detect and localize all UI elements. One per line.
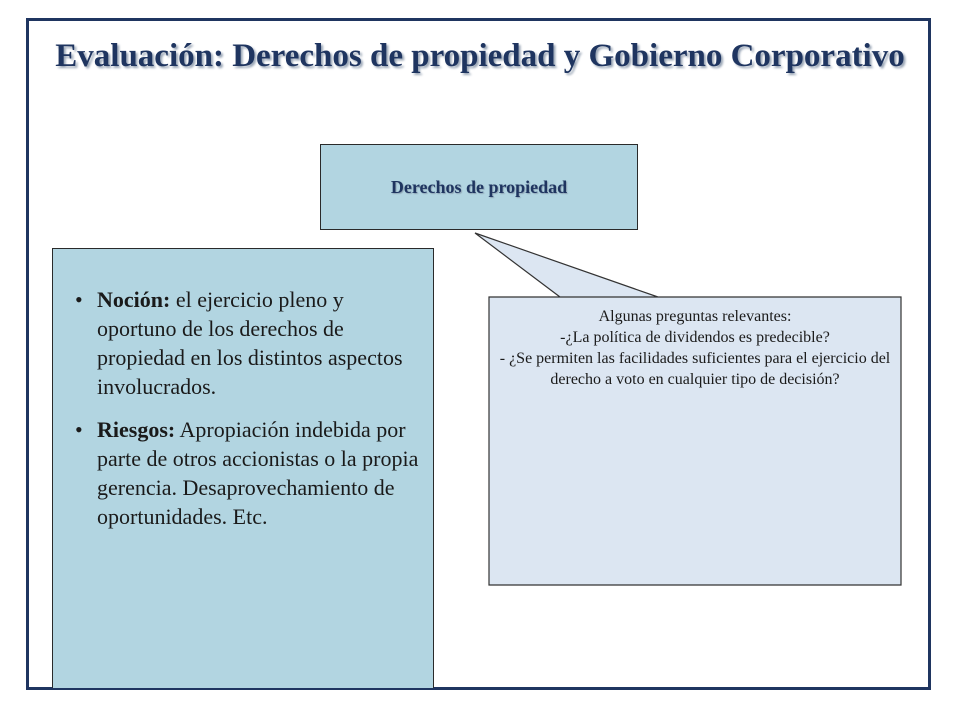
notion-term: Noción: <box>97 287 171 312</box>
risks-term: Riesgos: <box>97 417 176 442</box>
notion-text: el ejercicio pleno y oportuno de los derechos de propiedad en los distintos aspectos involucrados. <box>97 287 403 399</box>
callout-line-dividends: -¿La política de dividendos es predecible? <box>560 329 830 346</box>
callout-text <box>489 306 901 390</box>
bullet-icon: • <box>75 417 83 442</box>
slide-title: Evaluación: Derechos de propiedad y Gobierno Corporativo <box>55 38 905 74</box>
topic-box-label: Derechos de propiedad <box>390 176 568 197</box>
callout-bubble <box>475 233 901 585</box>
risks-text: Apropiación indebida por parte de otros accionistas o la propia gerencia. Desaprovechamiento de oportunidades. Etc. <box>97 417 419 529</box>
bullet-icon: • <box>75 287 83 312</box>
callout-line-heading: Algunas preguntas relevantes: <box>598 308 792 325</box>
callout-line-voting: - ¿Se permiten las facilidades suficientes para el ejercicio del derecho a voto en cualquier tipo de decisión? <box>499 350 891 388</box>
